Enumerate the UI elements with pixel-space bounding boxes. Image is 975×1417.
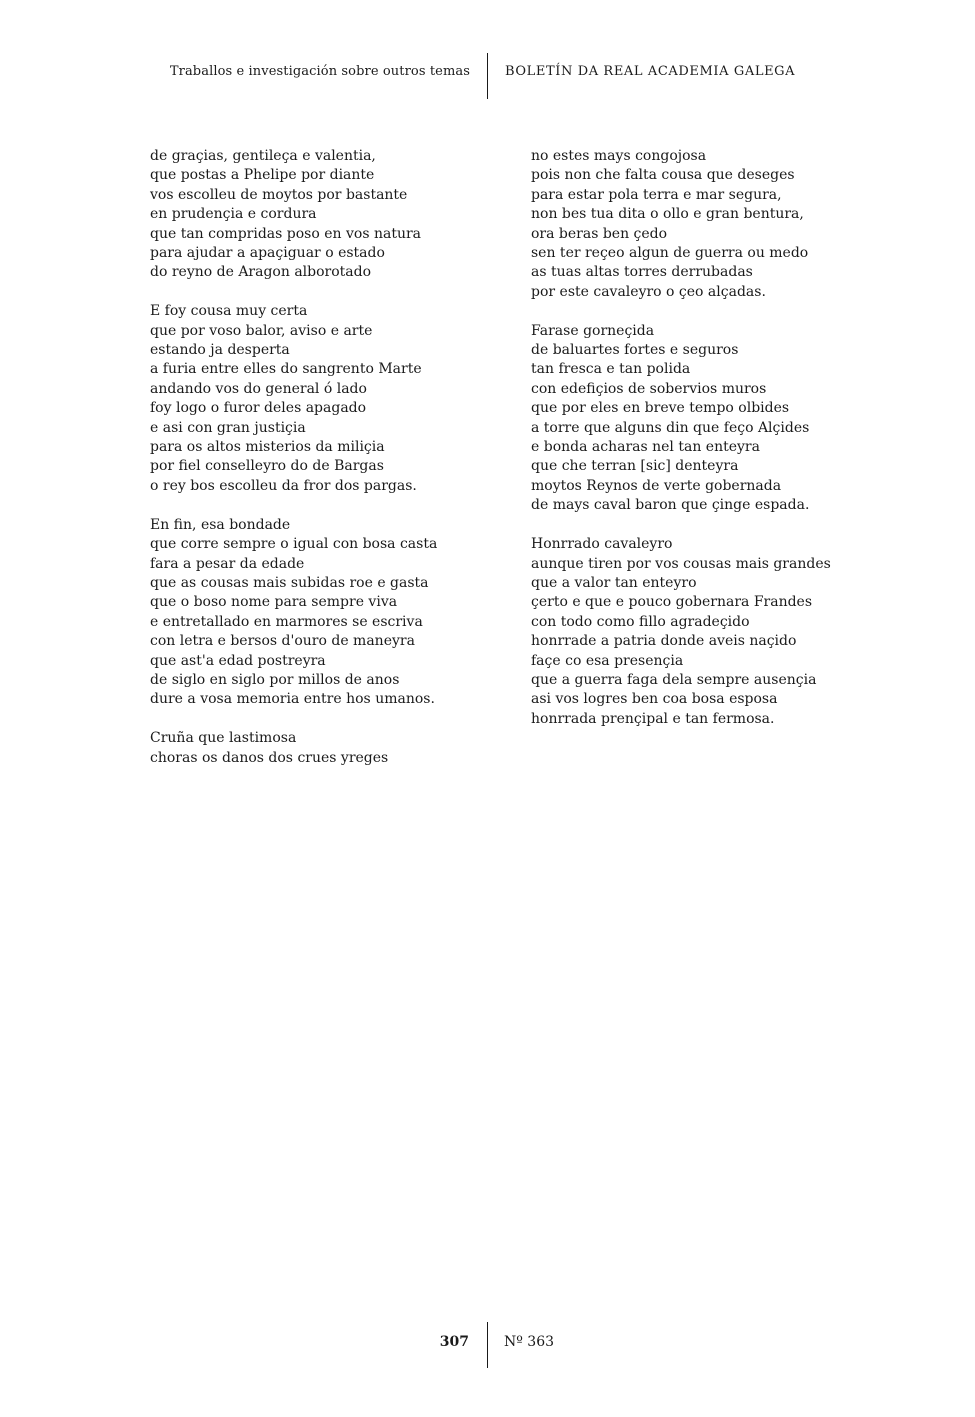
verse-line: no estes mays congojosa: [531, 148, 707, 164]
verse-line: o rey bos escolleu da fror dos pargas.: [150, 477, 417, 494]
verse-line: honrrada prençipal e tan fermosa.: [531, 710, 775, 727]
verse-line: que por eles en breve tempo olbides: [531, 400, 790, 417]
verse-line: sen ter reçeo algun de guerra ou medo: [531, 245, 809, 262]
verse-line: pois non che falta cousa que deseges: [531, 167, 795, 184]
verse-line: tan fresca e tan polida: [531, 361, 691, 378]
left-column: [150, 147, 437, 768]
stanza: [150, 147, 437, 283]
right-column: [531, 147, 831, 729]
verse-line: En fin, esa bondade: [150, 516, 291, 533]
verse-line: dure a vosa memoria entre hos umanos.: [150, 691, 435, 708]
verse-line: que ast'a edad postreyra: [150, 652, 326, 669]
verse-line: que corre sempre o igual con bosa casta: [150, 536, 438, 553]
verse-line: e entretallado en marmores se escriva: [150, 613, 423, 630]
verse-line: çerto e que e pouco gobernara Frandes: [531, 594, 813, 611]
verse-line: de graçias, gentileça e valentia,: [150, 148, 376, 164]
verse-line: que tan compridas poso en vos natura: [150, 225, 421, 242]
verse-line: de siglo en siglo por millos de anos: [150, 671, 400, 688]
verse-line: para ajudar a apaçiguar o estado: [150, 245, 385, 262]
verse-line: que por voso balor, aviso e arte: [150, 322, 373, 339]
verse-line: de baluartes fortes e seguros: [531, 342, 739, 359]
verse-line: moytos Reynos de verte gobernada: [531, 477, 782, 494]
verse-line: Farase gorneçida: [531, 322, 655, 339]
verse-line: foy logo o furor deles apagado: [150, 400, 367, 417]
verse-line: a torre que alguns din que feço Alçides: [531, 419, 810, 436]
verse-line: con todo como fillo agradeçido: [531, 613, 750, 630]
verse-line: Cruña que lastimosa: [150, 730, 297, 747]
stanza: [531, 322, 831, 516]
verse-line: Honrrado cavaleyro: [531, 536, 673, 553]
verse-line: que postas a Phelipe por diante: [150, 167, 375, 184]
stanza: [531, 147, 831, 302]
journal-title: BOLETÍN DA REAL ACADEMIA GALEGA: [505, 64, 796, 79]
stanza: [150, 516, 437, 710]
verse-line: honrrade a patria donde aveis naçido: [531, 633, 797, 650]
verse-line: choras os danos dos crues yreges: [150, 749, 389, 766]
verse-line: e bonda acharas nel tan enteyra: [531, 439, 760, 456]
verse-line: do reyno de Aragon alborotado: [150, 264, 372, 281]
verse-line: ora beras ben çedo: [531, 225, 668, 242]
verse-line: con edefiçios de sobervios muros: [531, 380, 767, 397]
stanza: [531, 535, 831, 729]
verse-line: para os altos misterios da miliçia: [150, 439, 385, 456]
verse-line: con letra e bersos d'ouro de maneyra: [150, 633, 415, 650]
verse-line: a furia entre elles do sangrento Marte: [150, 361, 422, 378]
verse-line: estando ja desperta: [150, 342, 290, 359]
verse-line: que o boso nome para sempre viva: [150, 594, 398, 611]
page-number: 307: [439, 1334, 469, 1350]
verse-line: vos escolleu de moytos por bastante: [150, 186, 408, 203]
verse-line: E foy cousa muy certa: [150, 303, 308, 320]
verse-line: as tuas altas torres derrubadas: [531, 264, 753, 281]
verse-line: fara a pesar da edade: [150, 555, 305, 572]
verse-line: que a valor tan enteyro: [531, 574, 697, 591]
verse-line: que a guerra faga dela sempre ausençia: [531, 671, 817, 688]
verse-line: que as cousas mais subidas roe e gasta: [150, 574, 429, 591]
verse-line: asi vos logres ben coa bosa esposa: [531, 691, 778, 708]
verse-line: que che terran [sic] denteyra: [531, 458, 739, 475]
verse-line: para estar pola terra e mar segura,: [531, 186, 782, 203]
verse-line: e asi con gran justiçia: [150, 419, 306, 436]
verse-line: por fiel conselleyro do de Bargas: [150, 458, 384, 475]
verse-line: de mays caval baron que çinge espada.: [531, 497, 810, 514]
verse-line: façe co esa presençia: [531, 652, 684, 669]
footer-divider: [487, 1322, 488, 1368]
header-divider: [487, 53, 488, 99]
stanza: [150, 302, 437, 496]
verse-line: por este cavaleyro o çeo alçadas.: [531, 283, 766, 300]
verse-line: en prudençia e cordura: [150, 206, 317, 223]
verse-line: andando vos do general ó lado: [150, 380, 367, 397]
section-title: Traballos e investigación sobre outros temas: [169, 64, 470, 79]
verse-line: aunque tiren por vos cousas mais grandes: [531, 555, 831, 572]
issue-number: Nº 363: [504, 1334, 555, 1350]
stanza: [150, 729, 437, 768]
verse-line: non bes tua dita o ollo e gran bentura,: [531, 206, 804, 223]
